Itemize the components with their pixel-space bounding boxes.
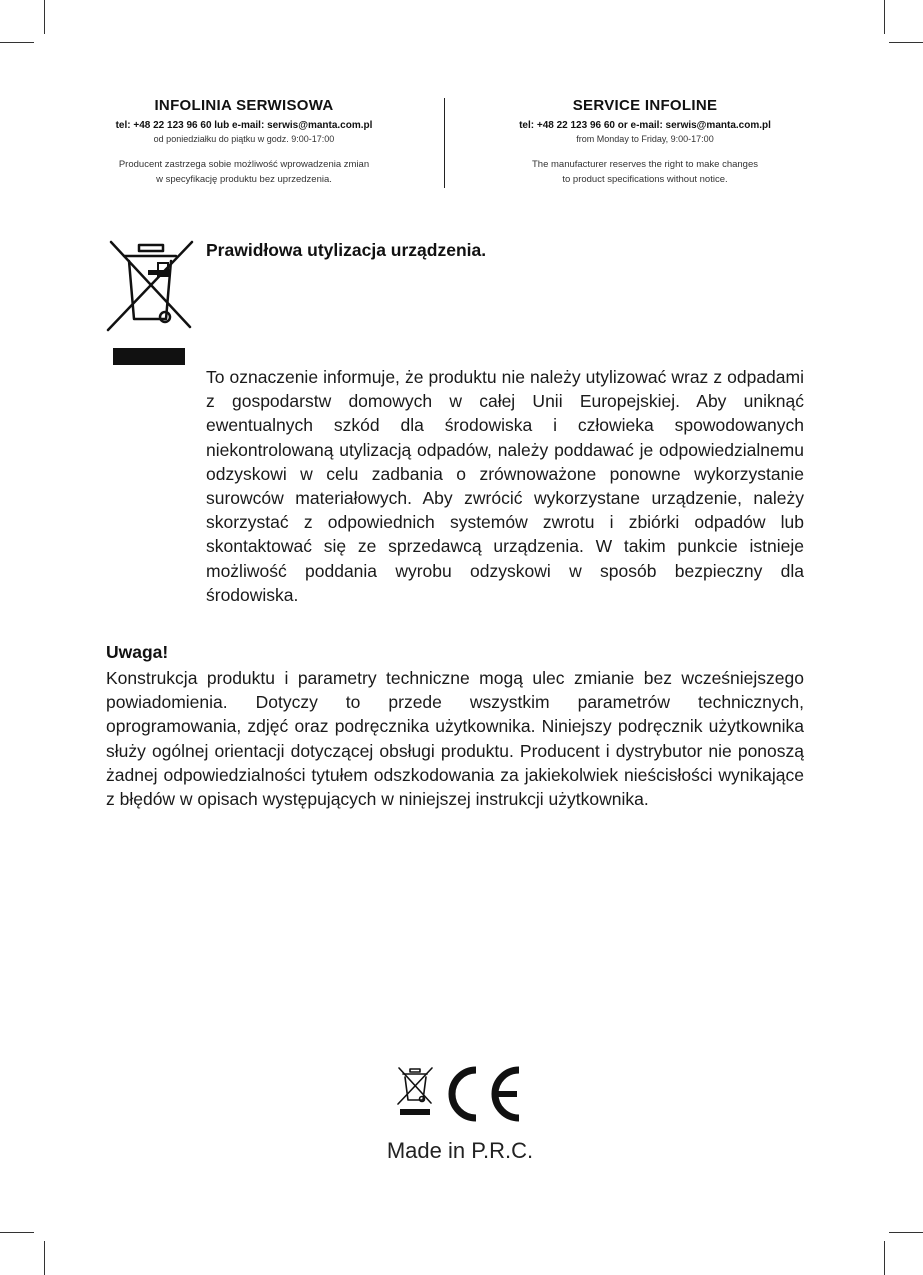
made-in-label: Made in P.R.C. (386, 1138, 534, 1163)
crop-mark-bottom-right-horizontal (889, 1232, 923, 1233)
crop-mark-bottom-right-vertical (884, 1241, 885, 1275)
crop-mark-top-right-horizontal (889, 42, 923, 43)
service-info-english-title: SERVICE INFOLINE (572, 97, 718, 114)
service-info-polish-contact: tel: +48 22 123 96 60 lub e-mail: serwis@manta.com.pl (115, 120, 373, 131)
service-info-polish-note-line1: Producent zastrzega sobie możliwość wprowadzenia zmian (118, 159, 370, 170)
warning-title: Uwaga! (106, 642, 169, 662)
service-info-polish-note-line2: w specyfikację produktu bez uprzedzenia. (156, 174, 332, 185)
service-info-polish-title: INFOLINIA SERWISOWA (154, 97, 334, 114)
service-info-english (445, 97, 845, 187)
warning-text: Konstrukcja produktu i parametry techniczne mogą ulec zmianie bez wcześniejszego powiadomienia. Dotyczy to przede wszystkim parametrów technicznych, oprogramowania, zdjęć oraz podręcznika użytkownika. Niniejszy podręcznik użytkownika służy ogólnej orientacji dotyczącej obsługi produktu. Producent i dystrybutor nie ponoszą żadnej odpowiedzialności tytułem odszkodowania za jakiekolwiek nieścisłości wynikające z błędów w opisach występujących w niniejszej instrukcji użytkownika. (106, 668, 804, 810)
service-info-english-note-line2: to product specifications without notice. (562, 174, 728, 185)
weee-crossed-bin-icon (106, 237, 196, 335)
crop-mark-top-left-vertical (44, 0, 45, 34)
service-info-english-note (445, 157, 845, 187)
crop-mark-bottom-left-vertical (44, 1241, 45, 1275)
crop-mark-top-left-horizontal (0, 42, 34, 43)
crop-mark-bottom-left-horizontal (0, 1232, 34, 1233)
ce-mark-icon (441, 1066, 523, 1122)
service-info-english-note-line1: The manufacturer reserves the right to make changes (531, 159, 758, 170)
weee-bar (113, 348, 185, 365)
disposal-text: To oznaczenie informuje, że produktu nie należy utylizować wraz z odpadami z gospodarstw domowych w całej Unii Europejskiej. Aby uniknąć ewentualnych szkód dla środowiska i człowieka spowodowanych niekontrolowaną utylizacją odpadów, należy poddawać je odpowiedzialnemu odzyskowi w celu zadbania o zrównoważone ponowne wykorzystanie surowców materiałowych. Aby zwrócić wykorzystane urządzenie, należy skorzystać z odpowiednich systemów zwrotu i zbiórki odpadów lub skontaktować się ze sprzedawcą urządzenia. W takim punkcie istnieje możliwość poddania wyrobu odzyskowi w sposób bezpieczny dla środowiska. (206, 367, 804, 605)
service-info-polish-note (44, 157, 444, 187)
disposal-heading: Prawidłowa utylizacja urządzenia. (206, 240, 487, 260)
service-info-polish (44, 97, 444, 187)
service-info-english-contact: tel: +48 22 123 96 60 or e-mail: serwis@manta.com.pl (519, 120, 771, 131)
crop-mark-top-right-vertical (884, 0, 885, 34)
weee-crossed-bin-icon (396, 1066, 434, 1116)
service-info-english-hours: from Monday to Friday, 9:00-17:00 (576, 134, 714, 144)
service-info-polish-hours: od poniedziałku do piątku w godz. 9:00-17:00 (153, 134, 335, 144)
